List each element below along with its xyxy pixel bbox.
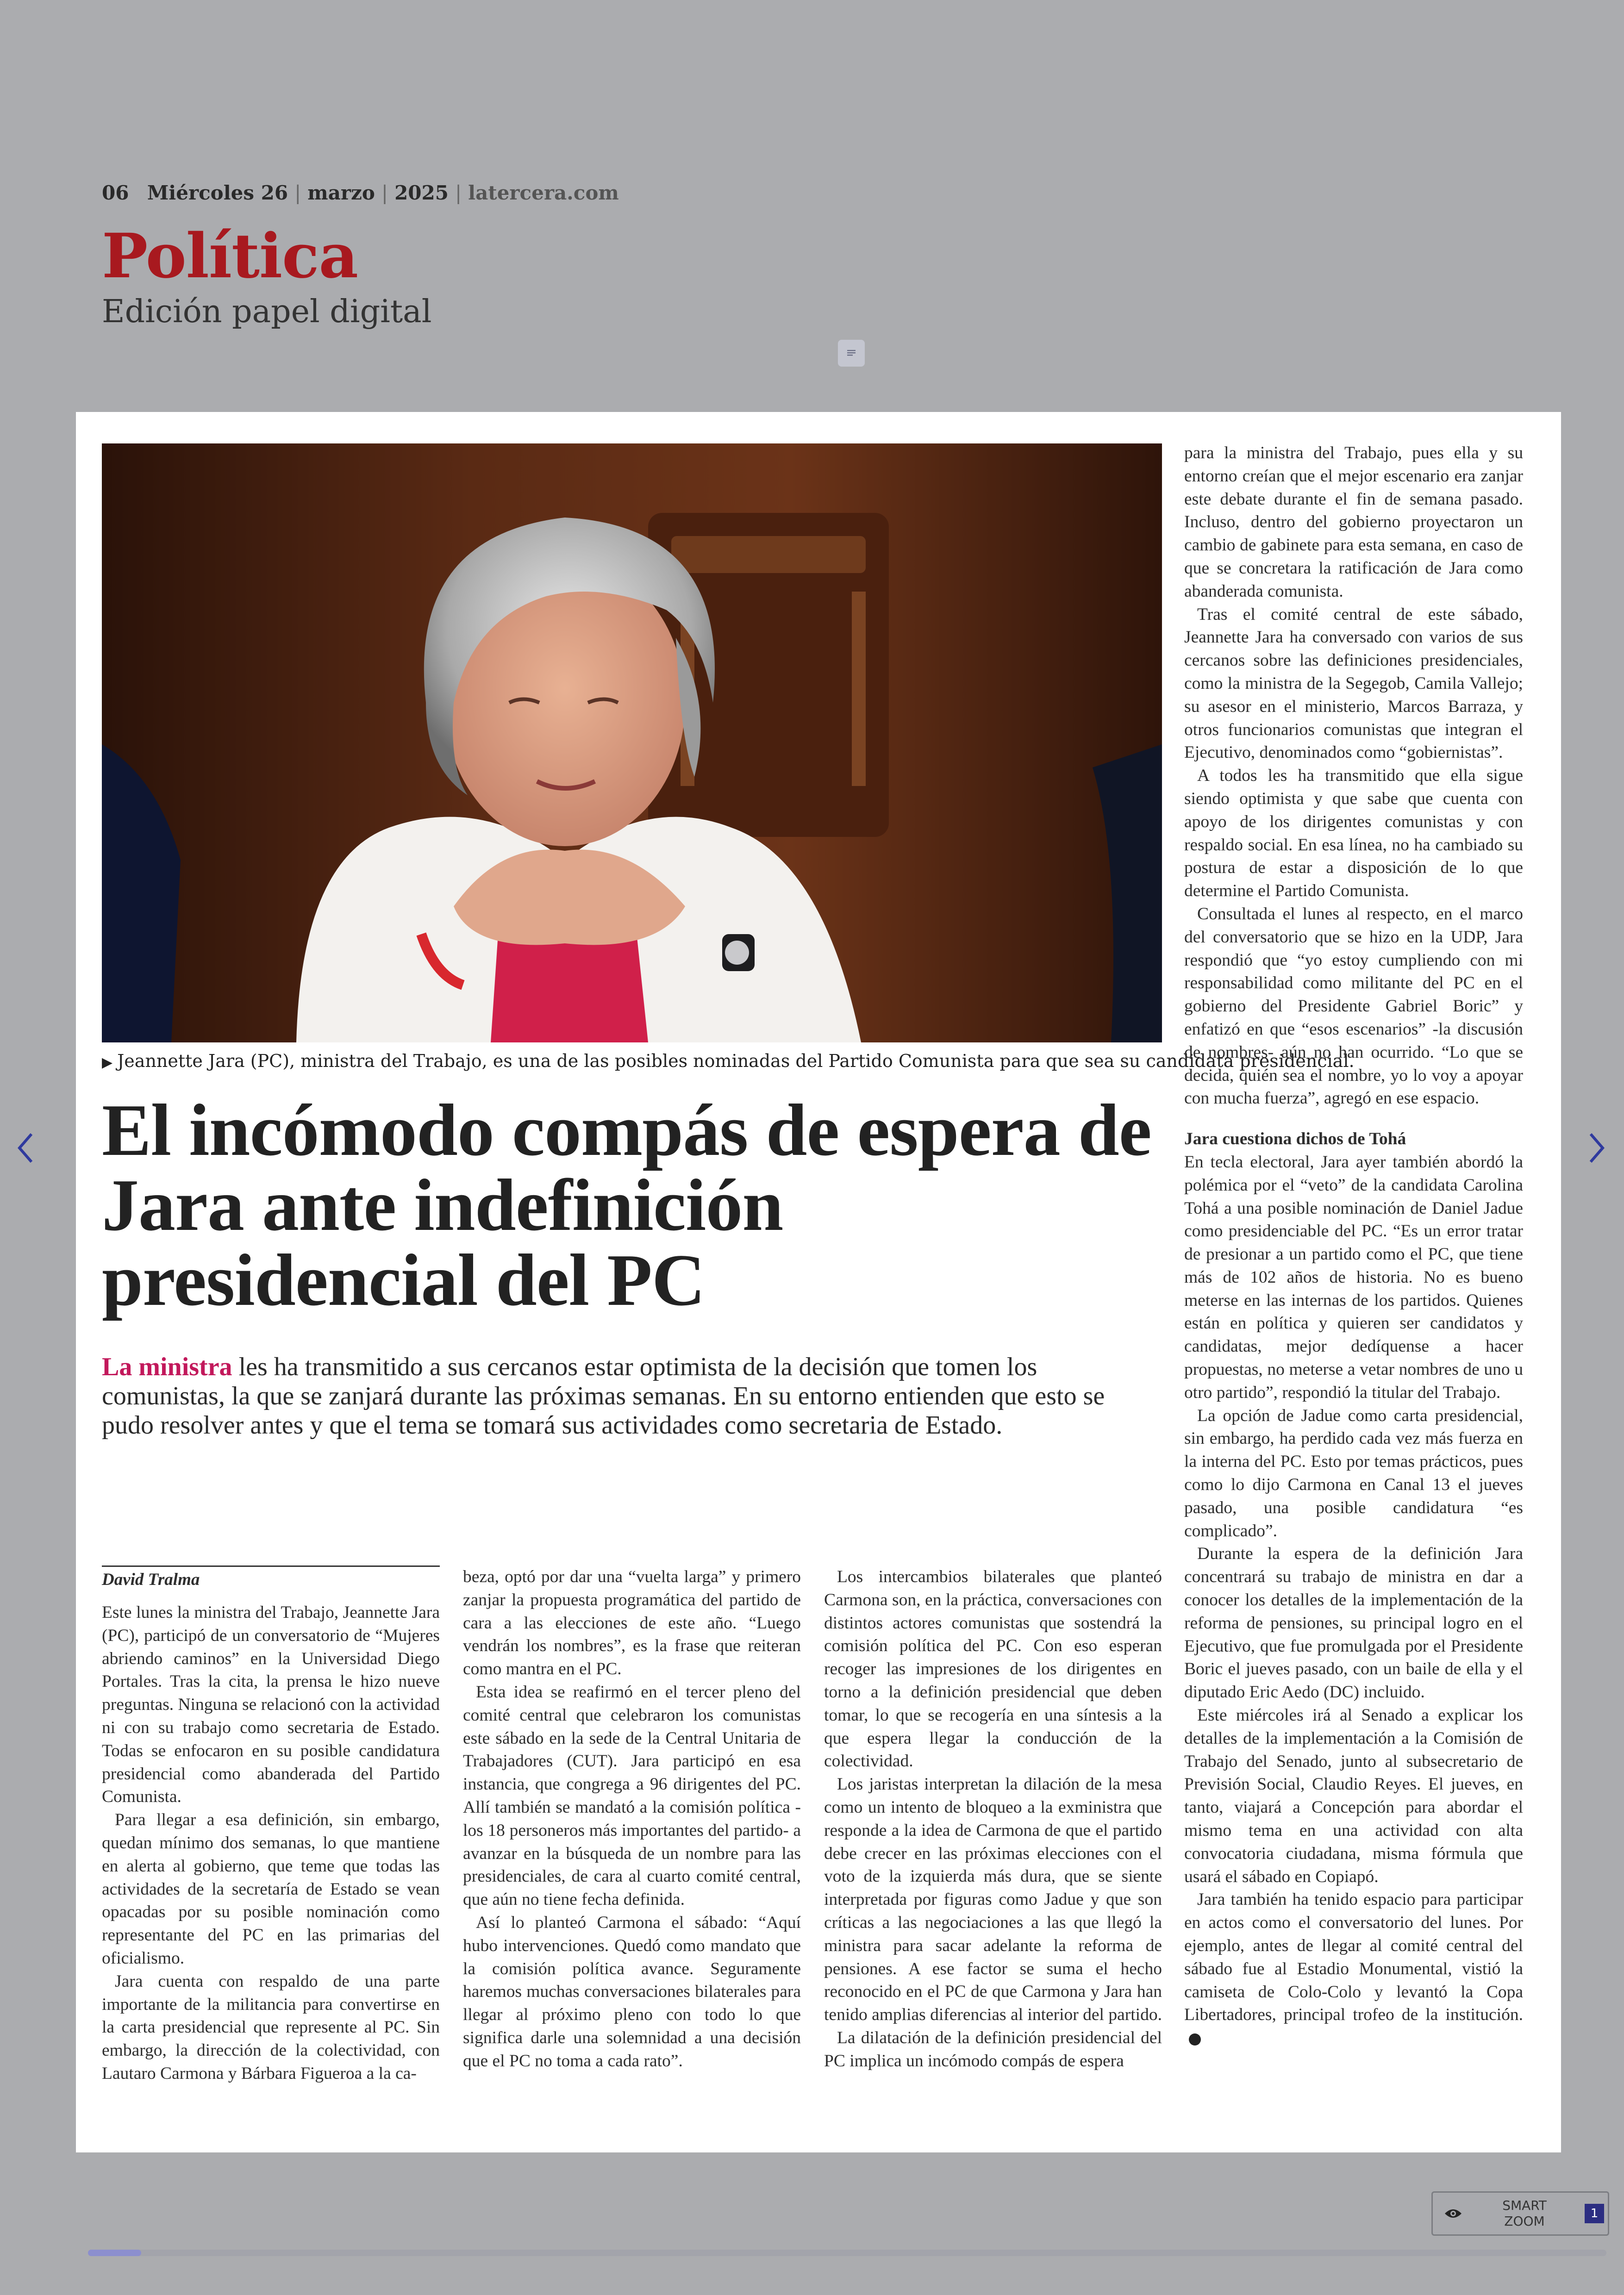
issue-weekday-day: Miércoles 26 <box>147 181 288 204</box>
paragraph-text: Jara también ha tenido espacio para participar en actos como el conversatorio del lunes. Por ejemplo, antes de llegar al comité central del sábado fue al Estadio Monumental, vistió la camiseta de Colo-Colo y levantó la Copa Libertadores, principal trofeo de la institución. <box>1184 1890 1523 2025</box>
issue-year: 2025 <box>394 181 449 204</box>
article-photo <box>102 443 1162 1042</box>
eye-icon <box>1442 2202 1464 2225</box>
section-title: Política <box>102 220 358 292</box>
smart-zoom-label: SMART ZOOM <box>1502 2198 1547 2229</box>
lead-text: les ha transmitido a sus cercanos estar optimista de la decisión que tomen los comunistas, la que se zanjará durante las próximas semanas. En su entorno entienden que esto se pudo resolver antes y que el tema se tomará sus actividades como secretaria de Estado. <box>102 1353 1105 1440</box>
next-page-button[interactable] <box>1576 1125 1618 1171</box>
article-column-4 <box>1184 442 1523 2050</box>
end-mark-icon <box>1189 2033 1201 2046</box>
photo-caption <box>102 1051 1355 1071</box>
paragraph: Así lo planteó Carmona el sábado: “Aquí hubo intervenciones. Quedó como mandato que la comisión política avance. Seguramente haremos muchas conversaciones bilaterales para llegar al próximo pleno con todo lo que significa darle una solemnidad a una decisión que el PC no toma a cada rato”. <box>463 1913 801 2070</box>
paragraph: Los intercambios bilaterales que planteó Carmona son, en la práctica, conversaciones con distintos actores comunistas que sostendrá la comisión política del PC. Con eso esperan recoger las impresiones de los dirigentes en torno a la definición presidencial que deben tomar, lo que se recogería en una síntesis a la que espera llegar la conducción de la colectividad. <box>824 1567 1162 1771</box>
lead-kicker: La ministra <box>102 1353 232 1381</box>
site-name: latercera.com <box>468 181 619 204</box>
paragraph: En tecla electoral, Jara ayer también abordó la polémica por el “veto” de la candidata Carolina Tohá a una posible nominación de Daniel Jadue como presidenciable del PC. “Es un error tratar de presionar a un partido como el PC, que tiene más de 102 años de historia. No es bueno meterse en las internas de los partidos. Quienes están en política y quieren ser candidatos y candidatas, mejor dedíquense a hacer propuestas, no meterse a vetar nombres de uno u otro partido”, respondió la titular del Trabajo. <box>1184 1152 1523 1402</box>
paragraph: La dilatación de la definición presidencial del PC implica un incómodo compás de espera <box>824 2028 1162 2070</box>
article-column-1 <box>102 1565 440 2085</box>
paragraph: Para llegar a esa definición, sin embargo, quedan mínimo dos semanas, lo que mantiene en alerta al gobierno, que teme que todas las actividades de la secretaría de Estado se vean opacadas por su posible nominación como representante del PC en las primarias del oficialismo. <box>102 1810 440 1968</box>
paragraph: Consultada el lunes al respecto, en el marco del conversatorio que se hizo en la UDP, Jara respondió que “yo estoy cumpliendo con mi responsabilidad como militante del PC en el gobierno del Presidente Gabriel Boric” y enfatizó en que “esos escenarios” -la discusión de nombres- aún no han ocurrido. “Lo que se decida, quién sea el nombre, yo lo voy a apoyar con mucha fuerza”, agregó en ese espacio. <box>1184 904 1523 1108</box>
issue-meta: 06 Miércoles 26 | marzo | 2025 | latercera.com <box>102 181 619 204</box>
paragraph: para la ministra del Trabajo, pues ella y su entorno creían que el mejor escenario era zanjar este debate durante el fin de semana pasado. Incluso, dentro del gobierno proyectaron un cambio de gabinete para esta semana, en caso de que se concretara la ratificación de Jara como abanderada comunista. <box>1184 443 1523 601</box>
page-badge: 1 <box>1585 2204 1604 2223</box>
paragraph: Los jaristas interpretan la dilación de la mesa como un intento de bloqueo a la exministra que responde a la idea de Carmona de que el partido debe crecer en las próximas elecciones con el voto de la izquierda más dura, que se siente interpretada por figuras como Jadue y que son críticas a las negociaciones a las que llegó la ministra para sacar adelante la reforma de pensiones. A ese factor se suma el hecho reconocido en el PC de que Carmona y Jara han tenido amplias diferencias al interior del partido. <box>824 1775 1162 2025</box>
edition-subtitle: Edición papel digital <box>102 293 432 330</box>
paragraph: La opción de Jadue como carta presidencial, sin embargo, ha perdido cada vez más fuerza en la interna del PC. Esto por temas prácticos, pues como lo dijo Carmona en Canal 13 el jueves pasado, una posible candidatura “es complicado”. <box>1184 1406 1523 1540</box>
article-lead <box>102 1353 1162 1440</box>
article-headline: El incómodo compás de espera de Jara ante indefinición presidencial del PC <box>102 1089 1151 1321</box>
paragraph: Tras el comité central de este sábado, Jeannette Jara ha conversado con varios de sus cercanos sobre las definiciones presidenciales, como la ministra de la Segegob, Camila Vallejo; su asesor en el ministerio, Marcos Barraza, y otros funcionarios comunistas que integran el Ejecutivo, denominados como “gobiernistas”. <box>1184 605 1523 762</box>
caption-text: Jeannette Jara (PC), ministra del Trabajo, es una de las posibles nominadas del Partido Comunista para que sea su candidata presidencial. <box>117 1051 1355 1071</box>
byline: David Tralma <box>102 1565 440 1590</box>
page-number: 06 <box>102 181 129 204</box>
chevron-left-icon <box>14 1129 37 1166</box>
paragraph: Este miércoles irá al Senado a explicar los detalles de la implementación a la Comisión de Trabajo del Senado, junto al subsecretario de Previsión Social, Claudio Reyes. El jueves, en tanto, viajará a Concepción para abordar el mismo tema en una actividad con alta convocatoria ciudadana, misma fórmula que usará el sábado en Copiapó. <box>1184 1706 1523 1886</box>
smart-zoom-button[interactable] <box>1431 2191 1609 2236</box>
page-progress-fill <box>88 2250 141 2256</box>
article-subhead: Jara cuestiona dichos de Tohá <box>1184 1129 1406 1149</box>
paragraph: Jara cuenta con respaldo de una parte importante de la militancia para convertirse en la carta presidencial que represente al PC. Sin embargo, la dirección de la colectividad, con Lautaro Carmona y Bárbara Figueroa a la ca- <box>102 1971 440 2083</box>
page-progress-bar[interactable] <box>88 2250 1606 2256</box>
chevron-right-icon <box>1585 1129 1608 1166</box>
paragraph: A todos les ha transmitido que ella sigue siendo optimista y que sabe que cuenta con apoyo de los dirigentes comunistas y con respaldo social. En esa línea, no ha cambiado su postura de estar a disposición de lo que determine el Partido Comunista. <box>1184 766 1523 901</box>
article-photo-illustration <box>102 443 1162 1042</box>
issue-month: marzo <box>307 181 375 204</box>
newspaper-page[interactable] <box>76 412 1561 2152</box>
document-icon[interactable] <box>838 340 865 367</box>
paragraph: beza, optó por dar una “vuelta larga” y primero zanjar la propuesta programática del partido de cara a las elecciones de este año. “Luego vendrán los nombres”, es la frase que reiteran como mantra en el PC. <box>463 1567 801 1679</box>
caption-triangle-icon: ▶ <box>102 1054 113 1071</box>
paragraph: Este lunes la ministra del Trabajo, Jeannette Jara (PC), participó de un conversatorio de “Mujeres abriendo caminos” en la Universidad Diego Portales. Tras la cita, la prensa le hizo nueve preguntas. Ninguna se relacionó con la actividad ni con su trabajo como secretaria de Estado. Todas se enfocaron en su posible candidatura presidencial como abanderada del Partido Comunista. <box>102 1603 440 1807</box>
article-column-3 <box>824 1565 1162 2073</box>
paragraph: Esta idea se reafirmó en el tercer pleno del comité central que celebraron los comunistas este sábado en la sede de la Central Unitaria de Trabajadores (CUT). Jara participó en esa instancia, que congrega a 96 dirigentes del PC. Allí también se mandató a la comisión política -los 18 personeros más importantes del partido- a avanzar en la búsqueda de un nombre para las presidenciales, de cara al cuarto comité central, que aún no tiene fecha definida. <box>463 1682 801 1909</box>
previous-page-button[interactable] <box>5 1125 46 1171</box>
paragraph <box>1184 1888 1523 2050</box>
article-column-2 <box>463 1565 801 2073</box>
paragraph: Durante la espera de la definición Jara concentrará su trabajo de ministra en dar a conocer los detalles de la implementación de la reforma de pensiones, su principal logro en el Ejecutivo, que fue promulgada por el Presidente Boric el jueves pasado, con un baile de ella y el diputado Eric Aedo (DC) incluido. <box>1184 1544 1523 1702</box>
